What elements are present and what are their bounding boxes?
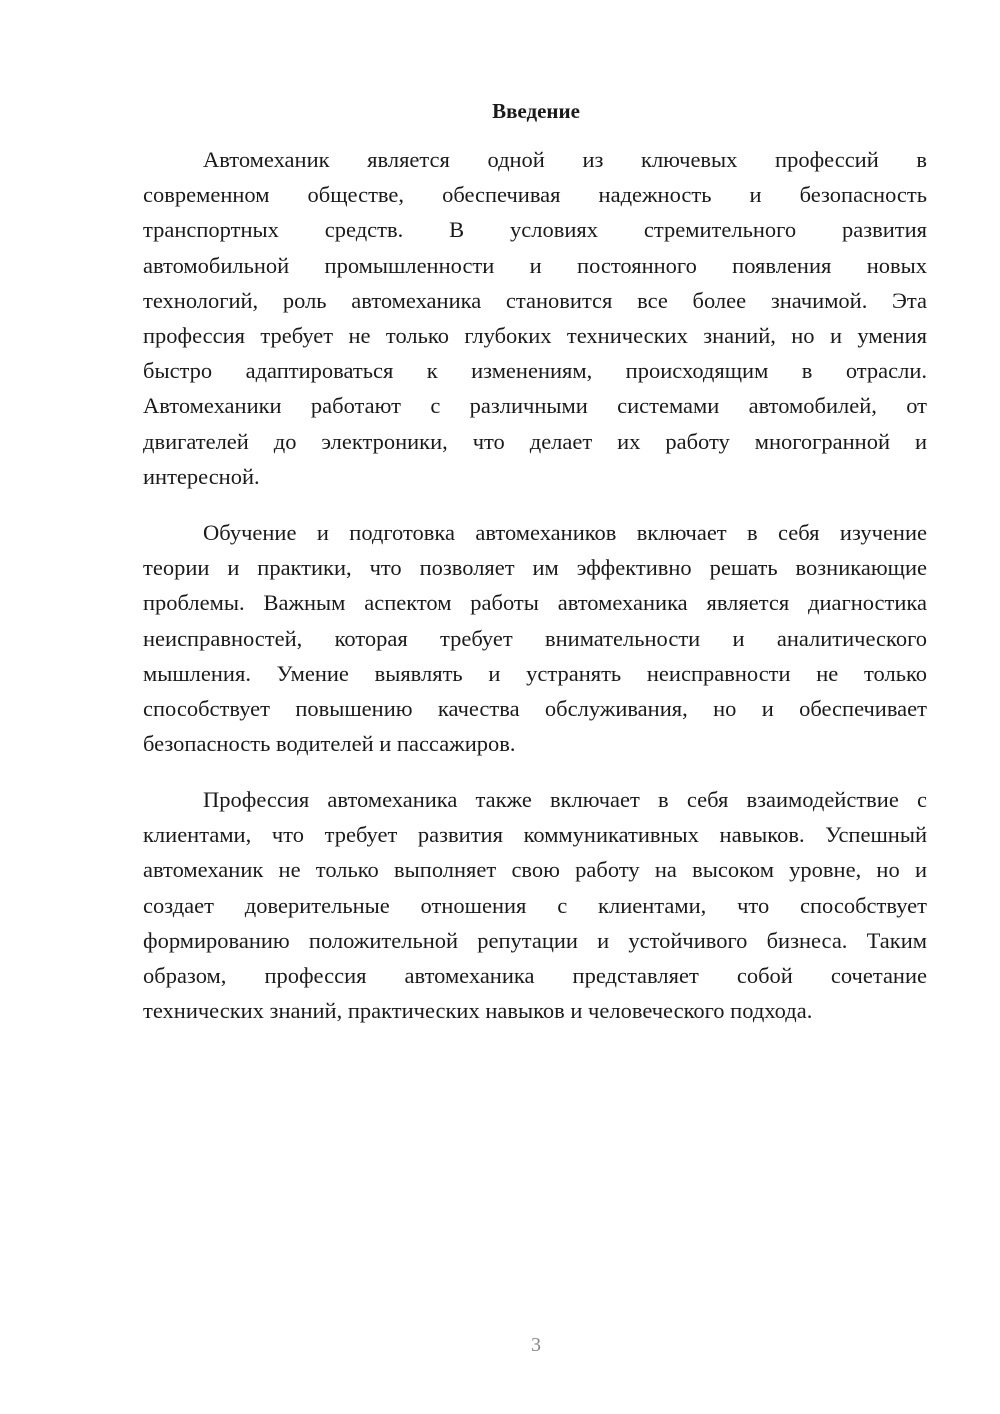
section-title: Введение: [492, 99, 580, 123]
text-line: способствует повышению качества обслуживания, но и обеспечивает: [143, 695, 927, 721]
text-line: проблемы. Важным аспектом работы автомеханика является диагностика: [143, 590, 927, 616]
text-line: неисправностей, которая требует внимательности и аналитического: [143, 625, 927, 651]
page-number: 3: [531, 1334, 541, 1356]
text-line: современном обществе, обеспечивая надежность и безопасность: [143, 182, 927, 208]
paragraph-1: [143, 142, 927, 494]
text-line: формированию положительной репутации и устойчивого бизнеса. Таким: [143, 927, 927, 953]
text-line: технологий, роль автомеханика становится все более значимой. Эта: [143, 287, 927, 313]
text-line: быстро адаптироваться к изменениям, происходящим в отрасли.: [143, 358, 927, 384]
text-line: теории и практики, что позволяет им эффективно решать возникающие: [143, 555, 927, 581]
text-line: технических знаний, практических навыков и человеческого подхода.: [143, 998, 813, 1024]
text-line: образом, профессия автомеханика представляет собой сочетание: [143, 962, 927, 988]
text-line: транспортных средств. В условиях стремительного развития: [143, 217, 927, 243]
text-line: мышления. Умение выявлять и устранять неисправности не только: [143, 660, 927, 686]
text-line: Автомеханик является одной из ключевых профессий в: [203, 147, 927, 172]
paragraph-2: [143, 515, 927, 761]
text-line: автомеханик не только выполняет свою работу на высоком уровне, но и: [143, 857, 927, 883]
text-line: клиентами, что требует развития коммуникативных навыков. Успешный: [143, 822, 927, 848]
text-line: двигателей до электроники, что делает их работу многогранной и: [143, 428, 927, 454]
text-line: интересной.: [143, 463, 260, 489]
text-line: Автомеханики работают с различными системами автомобилей, от: [143, 393, 927, 419]
text-line: профессия требует не только глубоких технических знаний, но и умения: [143, 322, 927, 348]
text-line: Профессия автомеханика также включает в себя взаимодействие с: [203, 787, 927, 812]
paragraph-3: [143, 782, 927, 1028]
text-line: создает доверительные отношения с клиентами, что способствует: [143, 892, 927, 918]
text-line: Обучение и подготовка автомехаников включает в себя изучение: [203, 520, 927, 545]
text-line: автомобильной промышленности и постоянного появления новых: [143, 252, 927, 278]
text-line: безопасность водителей и пассажиров.: [143, 731, 516, 757]
